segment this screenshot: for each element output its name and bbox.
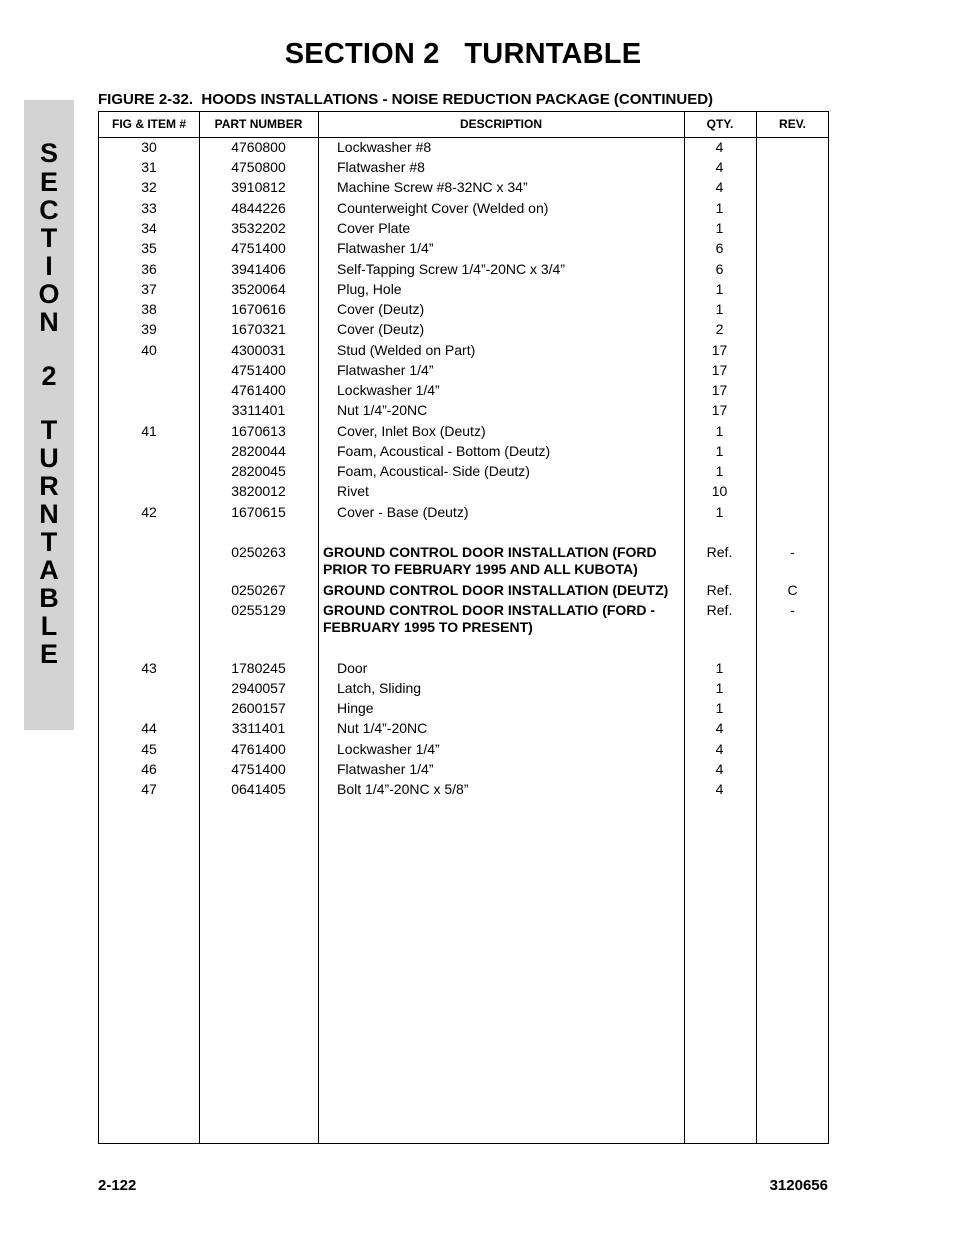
side-tab-letter: I [45,251,53,281]
row-part-number: 1670615 [231,504,286,520]
row-part-number: 2820045 [231,463,286,479]
row-part-number: 4844226 [231,200,286,216]
row-item-number: 34 [141,220,157,236]
row-description: Counterweight Cover (Welded on) [337,200,549,216]
row-description: Plug, Hole [337,281,402,297]
row-revision: - [790,544,795,560]
side-tab-letter: C [39,195,59,225]
side-tab-letter: S [39,138,58,168]
section-side-tab [24,100,74,730]
row-description: Self-Tapping Screw 1/4”-20NC x 3/4” [337,261,565,277]
row-quantity: 1 [715,301,724,317]
row-item-number: 41 [141,423,157,439]
row-quantity: 1 [715,680,724,696]
row-quantity: 17 [711,342,728,358]
column-divider [318,112,319,1143]
page-number: 2-122 [98,1177,137,1194]
row-description: Flatwasher 1/4” [337,761,434,777]
row-quantity: 1 [715,443,724,459]
side-tab-letter: B [39,583,59,613]
row-description: Foam, Acoustical - Bottom (Deutz) [337,443,551,459]
row-part-number: 3311401 [231,402,286,418]
row-description: Lockwasher 1/4” [337,741,440,757]
header-divider [99,137,828,138]
column-divider [756,112,757,1143]
row-part-number: 3311401 [231,720,286,736]
row-description: Door [337,660,368,676]
row-item-number: 45 [141,741,157,757]
side-tab-letter: T [40,415,58,445]
side-tab-letter: N [39,499,59,529]
row-part-number: 3820012 [231,483,286,499]
row-description: Flatwasher #8 [337,159,425,175]
row-item-number: 38 [141,301,157,317]
header-item: FIG & ITEM # [111,117,186,131]
row-description: GROUND CONTROL DOOR INSTALLATION (DEUTZ) [323,582,669,598]
side-tab-letter: T [40,223,58,253]
row-description: Rivet [337,483,369,499]
row-item-number: 43 [141,660,157,676]
row-description: Machine Screw #8-32NC x 34” [337,179,528,195]
row-part-number: 0255129 [231,602,286,618]
row-description: Cover - Base (Deutz) [337,504,469,520]
row-part-number: 0250267 [231,582,286,598]
row-quantity: 4 [715,179,724,195]
row-quantity: 4 [715,139,724,155]
side-tab-letter: L [40,611,58,641]
row-quantity: Ref. [706,582,733,598]
row-quantity: 1 [715,660,724,676]
row-description: Lockwasher 1/4” [337,382,440,398]
row-part-number: 3941406 [231,261,286,277]
row-item-number: 33 [141,200,157,216]
row-part-number: 1670321 [231,321,286,337]
section-title: SECTION 2 TURNTABLE [284,38,642,70]
row-part-number: 4751400 [231,240,286,256]
row-part-number: 3520064 [231,281,286,297]
row-part-number: 4760800 [231,139,286,155]
row-part-number: 0641405 [231,781,286,797]
row-description: Nut 1/4”-20NC [337,402,428,418]
row-part-number: 2600157 [231,700,286,716]
row-quantity: 17 [711,402,728,418]
row-quantity: 1 [715,220,724,236]
row-quantity: Ref. [706,602,733,618]
row-description: Bolt 1/4”-20NC x 5/8” [337,781,469,797]
figure-title: FIGURE 2-32. HOODS INSTALLATIONS - NOISE REDUCTION PACKAGE (CONTINUED) [98,91,714,108]
row-item-number: 40 [141,342,157,358]
row-part-number: 4761400 [231,382,286,398]
row-item-number: 32 [141,179,157,195]
row-quantity: 1 [715,504,724,520]
row-quantity: 4 [715,159,724,175]
row-quantity: 1 [715,463,724,479]
row-part-number: 1780245 [231,660,286,676]
row-item-number: 47 [141,781,157,797]
row-part-number: 4300031 [231,342,286,358]
side-tab-letter: A [39,555,59,585]
side-tab-letter: R [39,471,59,501]
row-quantity: 6 [715,240,724,256]
row-quantity: 1 [715,281,724,297]
side-tab-letter: T [40,527,58,557]
row-revision: - [790,602,795,618]
row-quantity: 4 [715,781,724,797]
row-item-number: 39 [141,321,157,337]
row-description: Flatwasher 1/4” [337,362,434,378]
row-quantity: Ref. [706,544,733,560]
row-item-number: 44 [141,720,157,736]
row-quantity: 4 [715,741,724,757]
row-item-number: 35 [141,240,157,256]
row-quantity: 1 [715,200,724,216]
row-quantity: 6 [715,261,724,277]
row-part-number: 0250263 [231,544,286,560]
row-part-number: 3532202 [231,220,286,236]
side-tab-letter: E [39,639,58,669]
row-description: Foam, Acoustical- Side (Deutz) [337,463,530,479]
header-part-number: PART NUMBER [214,117,303,131]
row-description: GROUND CONTROL DOOR INSTALLATIO (FORD - FEBRUARY 1995 TO PRESENT) [323,602,656,635]
row-part-number: 2820044 [231,443,286,459]
row-item-number: 31 [141,159,157,175]
row-description: Stud (Welded on Part) [337,342,476,358]
header-description: DESCRIPTION [459,117,542,131]
row-item-number: 30 [141,139,157,155]
header-rev: REV. [779,117,806,131]
row-part-number: 2940057 [231,680,286,696]
side-tab-letter: U [39,443,59,473]
row-description: GROUND CONTROL DOOR INSTALLATION (FORD PRIOR TO FEBRUARY 1995 AND ALL KUBOTA) [323,544,657,577]
row-quantity: 4 [715,720,724,736]
row-part-number: 3910812 [231,179,286,195]
document-number: 3120656 [769,1177,828,1194]
row-description: Cover (Deutz) [337,301,425,317]
row-description: Cover (Deutz) [337,321,425,337]
row-description: Flatwasher 1/4” [337,240,434,256]
row-description: Nut 1/4”-20NC [337,720,428,736]
row-part-number: 4751400 [231,761,286,777]
row-item-number: 37 [141,281,157,297]
row-part-number: 4751400 [231,362,286,378]
row-quantity: 10 [711,483,728,499]
row-description: Hinge [337,700,374,716]
side-tab-letter: E [39,167,58,197]
row-quantity: 17 [711,382,728,398]
row-part-number: 1670613 [231,423,286,439]
row-quantity: 2 [715,321,724,337]
row-part-number: 1670616 [231,301,286,317]
row-quantity: 1 [715,700,724,716]
row-part-number: 4761400 [231,741,286,757]
row-part-number: 4750800 [231,159,286,175]
row-quantity: 1 [715,423,724,439]
parts-table [98,111,829,1144]
row-description: Lockwasher #8 [337,139,432,155]
header-qty: QTY. [706,117,734,131]
row-item-number: 46 [141,761,157,777]
row-item-number: 36 [141,261,157,277]
row-description: Latch, Sliding [337,680,422,696]
row-description: Cover Plate [337,220,411,236]
side-tab-letter: 2 [41,361,57,391]
row-quantity: 4 [715,761,724,777]
row-item-number: 42 [141,504,157,520]
side-tab-letter: N [39,307,59,337]
row-revision: C [787,582,798,598]
side-tab-letter: O [38,279,60,309]
row-quantity: 17 [711,362,728,378]
row-description: Cover, Inlet Box (Deutz) [337,423,486,439]
